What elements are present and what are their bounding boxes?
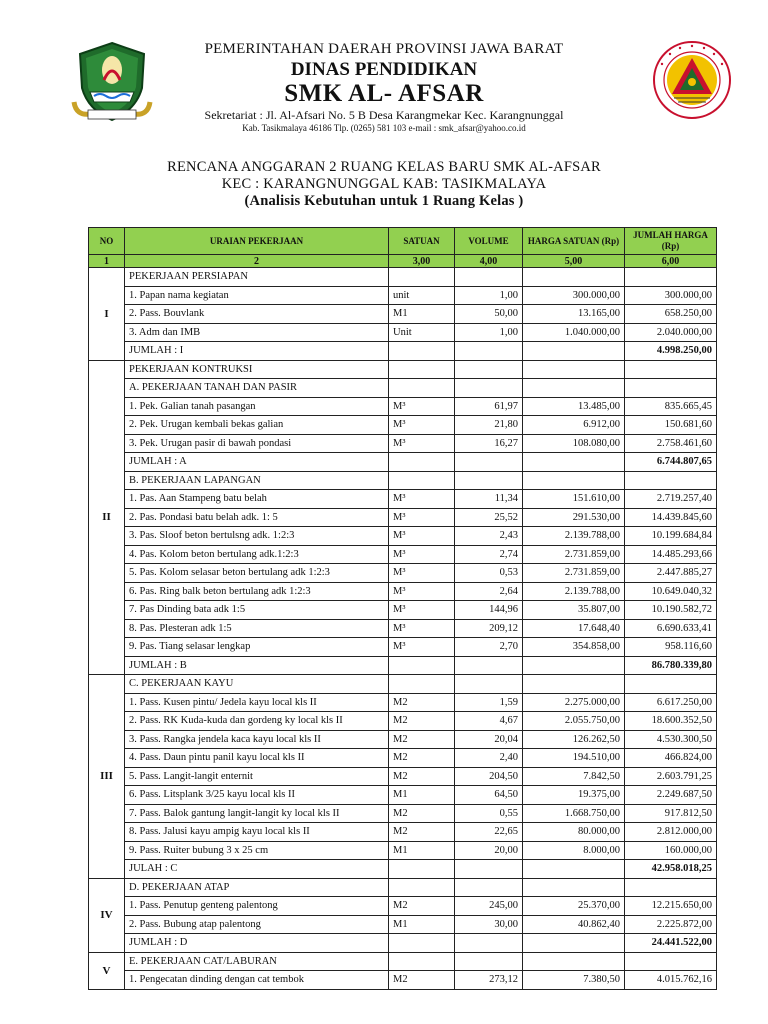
row-volume: 16,27 xyxy=(455,434,523,453)
table-row xyxy=(89,786,717,805)
row-total: 2.040.000,00 xyxy=(625,323,717,342)
row-description: 3. Adm dan IMB xyxy=(125,323,389,342)
row-description: 7. Pas Dinding bata adk 1:5 xyxy=(125,601,389,620)
row-unit: Unit xyxy=(389,323,455,342)
row-total: 958.116,60 xyxy=(625,638,717,657)
table-row xyxy=(89,730,717,749)
row-unit-price: 35.807,00 xyxy=(523,601,625,620)
table-row xyxy=(89,379,717,398)
row-unit-price: 2.731.859,00 xyxy=(523,564,625,583)
row-unit: M³ xyxy=(389,564,455,583)
table-row xyxy=(89,638,717,657)
row-group-number: I xyxy=(89,268,125,361)
row-unit xyxy=(389,952,455,971)
table-row xyxy=(89,490,717,509)
row-group-number: II xyxy=(89,360,125,675)
row-unit: M1 xyxy=(389,841,455,860)
table-row xyxy=(89,971,717,990)
row-description: JULAH : C xyxy=(125,860,389,879)
table-row xyxy=(89,397,717,416)
row-description: 1. Pek. Galian tanah pasangan xyxy=(125,397,389,416)
table-row xyxy=(89,545,717,564)
header-harga-satuan: HARGA SATUAN (Rp) xyxy=(523,228,625,255)
row-unit: M1 xyxy=(389,305,455,324)
row-description: 6. Pass. Litsplank 3/25 kayu local kls II xyxy=(125,786,389,805)
row-unit: M³ xyxy=(389,416,455,435)
row-volume xyxy=(455,453,523,472)
table-row xyxy=(89,342,717,361)
row-total: 14.439.845,60 xyxy=(625,508,717,527)
row-unit-price xyxy=(523,379,625,398)
row-total: 2.758.461,60 xyxy=(625,434,717,453)
row-volume: 245,00 xyxy=(455,897,523,916)
row-total: 160.000,00 xyxy=(625,841,717,860)
row-description: 6. Pas. Ring balk beton bertulang adk 1:2:3 xyxy=(125,582,389,601)
row-volume: 144,96 xyxy=(455,601,523,620)
table-row xyxy=(89,712,717,731)
row-unit-price: 7.380,50 xyxy=(523,971,625,990)
table-row xyxy=(89,286,717,305)
row-description: 1. Pass. Penutup genteng palentong xyxy=(125,897,389,916)
table-row xyxy=(89,897,717,916)
row-total xyxy=(625,952,717,971)
row-unit-price: 126.262,50 xyxy=(523,730,625,749)
row-unit: M³ xyxy=(389,397,455,416)
row-unit-price: 40.862,40 xyxy=(523,915,625,934)
row-unit: M1 xyxy=(389,786,455,805)
table-row xyxy=(89,675,717,694)
row-total: 6.744.807,65 xyxy=(625,453,717,472)
row-total: 42.958.018,25 xyxy=(625,860,717,879)
row-unit-price: 1.040.000,00 xyxy=(523,323,625,342)
row-unit xyxy=(389,379,455,398)
letterhead xyxy=(0,0,768,150)
row-description: 2. Pas. Pondasi batu belah adk. 1: 5 xyxy=(125,508,389,527)
table-row xyxy=(89,656,717,675)
row-unit-price: 2.731.859,00 xyxy=(523,545,625,564)
table-body xyxy=(89,268,717,990)
table-row xyxy=(89,693,717,712)
row-description: 2. Pass. Bouvlank xyxy=(125,305,389,324)
row-volume: 2,64 xyxy=(455,582,523,601)
row-unit: M2 xyxy=(389,749,455,768)
row-total xyxy=(625,878,717,897)
row-volume xyxy=(455,360,523,379)
row-unit-price: 2.139.788,00 xyxy=(523,582,625,601)
table-row xyxy=(89,804,717,823)
row-unit xyxy=(389,360,455,379)
table-row xyxy=(89,323,717,342)
row-unit xyxy=(389,268,455,287)
table-header-row xyxy=(89,228,717,255)
row-unit: M³ xyxy=(389,619,455,638)
row-unit: M³ xyxy=(389,545,455,564)
table-row xyxy=(89,915,717,934)
column-number: 5,00 xyxy=(523,255,625,268)
column-number: 6,00 xyxy=(625,255,717,268)
row-unit: M³ xyxy=(389,434,455,453)
row-volume: 2,40 xyxy=(455,749,523,768)
table-row xyxy=(89,841,717,860)
row-description: 1. Papan nama kegiatan xyxy=(125,286,389,305)
row-unit: M2 xyxy=(389,823,455,842)
row-unit-price xyxy=(523,342,625,361)
row-unit: M³ xyxy=(389,490,455,509)
row-volume: 2,43 xyxy=(455,527,523,546)
row-unit: M2 xyxy=(389,712,455,731)
row-unit-price: 291.530,00 xyxy=(523,508,625,527)
row-volume: 1,00 xyxy=(455,286,523,305)
row-volume: 50,00 xyxy=(455,305,523,324)
row-volume: 1,00 xyxy=(455,323,523,342)
row-volume xyxy=(455,952,523,971)
row-unit-price xyxy=(523,934,625,953)
row-total: 835.665,45 xyxy=(625,397,717,416)
row-total: 4.998.250,00 xyxy=(625,342,717,361)
row-description: 4. Pas. Kolom beton bertulang adk.1:2:3 xyxy=(125,545,389,564)
row-volume: 20,04 xyxy=(455,730,523,749)
row-description: 3. Pek. Urugan pasir di bawah pondasi xyxy=(125,434,389,453)
row-unit xyxy=(389,860,455,879)
row-unit xyxy=(389,656,455,675)
row-total: 10.649.040,32 xyxy=(625,582,717,601)
row-total: 24.441.522,00 xyxy=(625,934,717,953)
row-volume xyxy=(455,878,523,897)
table-row xyxy=(89,268,717,287)
row-description: 5. Pass. Langit-langit enternit xyxy=(125,767,389,786)
table-row xyxy=(89,934,717,953)
row-group-number: V xyxy=(89,952,125,989)
row-unit xyxy=(389,878,455,897)
table-row xyxy=(89,434,717,453)
row-description: E. PEKERJAAN CAT/LABURAN xyxy=(125,952,389,971)
row-total: 2.225.872,00 xyxy=(625,915,717,934)
row-volume: 2,70 xyxy=(455,638,523,657)
document-note: (Analisis Kebutuhan untuk 1 Ruang Kelas ) xyxy=(244,193,524,209)
row-description: JUMLAH : B xyxy=(125,656,389,675)
header-satuan: SATUAN xyxy=(389,228,455,255)
row-total: 466.824,00 xyxy=(625,749,717,768)
row-total: 18.600.352,50 xyxy=(625,712,717,731)
column-number: 1 xyxy=(89,255,125,268)
table-row xyxy=(89,564,717,583)
school-name: SMK AL- AFSAR xyxy=(284,80,484,107)
row-volume: 61,97 xyxy=(455,397,523,416)
row-volume: 4,67 xyxy=(455,712,523,731)
row-unit-price xyxy=(523,360,625,379)
row-unit xyxy=(389,675,455,694)
column-number: 2 xyxy=(125,255,389,268)
row-total: 2.249.687,50 xyxy=(625,786,717,805)
row-total: 14.485.293,66 xyxy=(625,545,717,564)
row-volume xyxy=(455,860,523,879)
row-unit: M2 xyxy=(389,804,455,823)
row-unit: M2 xyxy=(389,971,455,990)
table-row xyxy=(89,601,717,620)
row-total: 6.690.633,41 xyxy=(625,619,717,638)
row-unit-price xyxy=(523,268,625,287)
row-description: 3. Pas. Sloof beton bertulsng adk. 1:2:3 xyxy=(125,527,389,546)
row-description: JUMLAH : A xyxy=(125,453,389,472)
row-total xyxy=(625,360,717,379)
government-name: PEMERINTAHAN DAERAH PROVINSI JAWA BARAT xyxy=(204,41,564,57)
row-unit-price xyxy=(523,878,625,897)
row-description: 2. Pass. RK Kuda-kuda dan gordeng ky local kls II xyxy=(125,712,389,731)
row-total: 2.812.000,00 xyxy=(625,823,717,842)
row-volume: 22,65 xyxy=(455,823,523,842)
row-group-number: III xyxy=(89,675,125,879)
row-unit-price xyxy=(523,453,625,472)
row-unit xyxy=(389,934,455,953)
budget-table xyxy=(88,227,717,990)
row-unit-price: 25.370,00 xyxy=(523,897,625,916)
row-unit xyxy=(389,471,455,490)
address-line: Sekretariat : Jl. Al-Afsari No. 5 B Desa Karangmekar Kec. Karangnunggal xyxy=(204,108,564,122)
row-volume xyxy=(455,342,523,361)
row-description: 9. Pass. Ruiter bubung 3 x 25 cm xyxy=(125,841,389,860)
row-volume xyxy=(455,934,523,953)
row-volume: 0,53 xyxy=(455,564,523,583)
row-total: 4.015.762,16 xyxy=(625,971,717,990)
row-description: 4. Pass. Daun pintu panil kayu local kls II xyxy=(125,749,389,768)
row-description: JUMLAH : D xyxy=(125,934,389,953)
row-unit: M³ xyxy=(389,508,455,527)
row-total xyxy=(625,379,717,398)
table-row xyxy=(89,860,717,879)
row-volume: 209,12 xyxy=(455,619,523,638)
table-row xyxy=(89,453,717,472)
row-total: 658.250,00 xyxy=(625,305,717,324)
row-unit: M2 xyxy=(389,767,455,786)
row-description: D. PEKERJAAN ATAP xyxy=(125,878,389,897)
table-row xyxy=(89,823,717,842)
row-volume: 21,80 xyxy=(455,416,523,435)
row-description: 3. Pass. Rangka jendela kaca kayu local kls II xyxy=(125,730,389,749)
row-unit-price: 6.912,00 xyxy=(523,416,625,435)
column-number-row xyxy=(89,255,717,268)
row-description: C. PEKERJAAN KAYU xyxy=(125,675,389,694)
row-unit xyxy=(389,453,455,472)
row-unit: M2 xyxy=(389,897,455,916)
row-unit-price: 2.275.000,00 xyxy=(523,693,625,712)
row-volume: 273,12 xyxy=(455,971,523,990)
column-number: 4,00 xyxy=(455,255,523,268)
row-description: 9. Pas. Tiang selasar lengkap xyxy=(125,638,389,657)
row-total xyxy=(625,268,717,287)
row-description: 1. Pas. Aan Stampeng batu belah xyxy=(125,490,389,509)
row-unit-price xyxy=(523,656,625,675)
table-row xyxy=(89,878,717,897)
row-unit: M³ xyxy=(389,582,455,601)
row-unit-price: 17.648,40 xyxy=(523,619,625,638)
row-volume: 1,59 xyxy=(455,693,523,712)
row-unit-price: 194.510,00 xyxy=(523,749,625,768)
row-unit-price: 13.165,00 xyxy=(523,305,625,324)
row-description: JUMLAH : I xyxy=(125,342,389,361)
row-volume: 20,00 xyxy=(455,841,523,860)
row-volume: 25,52 xyxy=(455,508,523,527)
row-unit xyxy=(389,342,455,361)
department-name: DINAS PENDIDIKAN xyxy=(290,59,478,80)
row-volume: 204,50 xyxy=(455,767,523,786)
row-description: 1. Pass. Kusen pintu/ Jedela kayu local kls II xyxy=(125,693,389,712)
row-unit-price: 19.375,00 xyxy=(523,786,625,805)
row-unit-price xyxy=(523,860,625,879)
row-description: 5. Pas. Kolom selasar beton bertulang adk 1:2:3 xyxy=(125,564,389,583)
row-volume xyxy=(455,268,523,287)
row-description: 7. Pass. Balok gantung langit-langit ky local kls II xyxy=(125,804,389,823)
row-description: A. PEKERJAAN TANAH DAN PASIR xyxy=(125,379,389,398)
row-volume xyxy=(455,656,523,675)
row-total xyxy=(625,471,717,490)
row-volume: 30,00 xyxy=(455,915,523,934)
table-row xyxy=(89,527,717,546)
row-total: 86.780.339,80 xyxy=(625,656,717,675)
row-unit-price xyxy=(523,471,625,490)
row-total: 10.190.582,72 xyxy=(625,601,717,620)
row-description: PEKERJAAN PERSIAPAN xyxy=(125,268,389,287)
row-unit: M2 xyxy=(389,730,455,749)
table-row xyxy=(89,749,717,768)
table-row xyxy=(89,360,717,379)
row-volume: 64,50 xyxy=(455,786,523,805)
row-unit: M³ xyxy=(389,601,455,620)
row-volume: 2,74 xyxy=(455,545,523,564)
row-total: 4.530.300,50 xyxy=(625,730,717,749)
row-unit-price: 354.858,00 xyxy=(523,638,625,657)
header-volume: VOLUME xyxy=(455,228,523,255)
row-description: PEKERJAAN KONTRUKSI xyxy=(125,360,389,379)
contact-line: Kab. Tasikmalaya 46186 Tlp. (0265) 581 103 e-mail : smk_afsar@yahoo.co.id xyxy=(242,123,526,133)
row-description: B. PEKERJAAN LAPANGAN xyxy=(125,471,389,490)
row-unit-price: 7.842,50 xyxy=(523,767,625,786)
header-uraian: URAIAN PEKERJAAN xyxy=(125,228,389,255)
row-unit: M2 xyxy=(389,693,455,712)
row-group-number: IV xyxy=(89,878,125,952)
table-row xyxy=(89,416,717,435)
row-unit: unit xyxy=(389,286,455,305)
row-description: 2. Pek. Urugan kembali bekas galian xyxy=(125,416,389,435)
row-unit-price: 2.055.750,00 xyxy=(523,712,625,731)
table-row xyxy=(89,305,717,324)
row-total: 12.215.650,00 xyxy=(625,897,717,916)
row-volume: 0,55 xyxy=(455,804,523,823)
row-unit: M³ xyxy=(389,527,455,546)
table-row xyxy=(89,619,717,638)
table-row xyxy=(89,952,717,971)
row-total: 150.681,60 xyxy=(625,416,717,435)
document-title: RENCANA ANGGARAN 2 RUANG KELAS BARU SMK AL-AFSAR xyxy=(167,159,601,175)
column-number: 3,00 xyxy=(389,255,455,268)
row-total xyxy=(625,675,717,694)
row-unit-price: 13.485,00 xyxy=(523,397,625,416)
table-row xyxy=(89,471,717,490)
table-row xyxy=(89,508,717,527)
document-subtitle: KEC : KARANGNUNGGAL KAB: TASIKMALAYA xyxy=(221,176,547,192)
row-description: 1. Pengecatan dinding dengan cat tembok xyxy=(125,971,389,990)
row-unit-price: 2.139.788,00 xyxy=(523,527,625,546)
row-total: 300.000,00 xyxy=(625,286,717,305)
row-description: 2. Pass. Bubung atap palentong xyxy=(125,915,389,934)
row-description: 8. Pas. Plesteran adk 1:5 xyxy=(125,619,389,638)
row-total: 2.447.885,27 xyxy=(625,564,717,583)
row-volume xyxy=(455,379,523,398)
row-total: 6.617.250,00 xyxy=(625,693,717,712)
row-volume xyxy=(455,675,523,694)
header-jumlah-harga: JUMLAH HARGA (Rp) xyxy=(625,228,717,255)
row-description: 8. Pass. Jalusi kayu ampig kayu local kls II xyxy=(125,823,389,842)
table-row xyxy=(89,767,717,786)
row-total: 10.199.684,84 xyxy=(625,527,717,546)
row-unit-price xyxy=(523,675,625,694)
row-unit: M³ xyxy=(389,638,455,657)
row-total: 917.812,50 xyxy=(625,804,717,823)
row-total: 2.719.257,40 xyxy=(625,490,717,509)
header-no: NO xyxy=(89,228,125,255)
row-unit-price: 300.000,00 xyxy=(523,286,625,305)
row-unit: M1 xyxy=(389,915,455,934)
row-volume: 11,34 xyxy=(455,490,523,509)
row-unit-price xyxy=(523,952,625,971)
row-unit-price: 108.080,00 xyxy=(523,434,625,453)
row-total: 2.603.791,25 xyxy=(625,767,717,786)
row-unit-price: 8.000,00 xyxy=(523,841,625,860)
row-unit-price: 1.668.750,00 xyxy=(523,804,625,823)
row-volume xyxy=(455,471,523,490)
row-unit-price: 80.000,00 xyxy=(523,823,625,842)
table-row xyxy=(89,582,717,601)
row-unit-price: 151.610,00 xyxy=(523,490,625,509)
